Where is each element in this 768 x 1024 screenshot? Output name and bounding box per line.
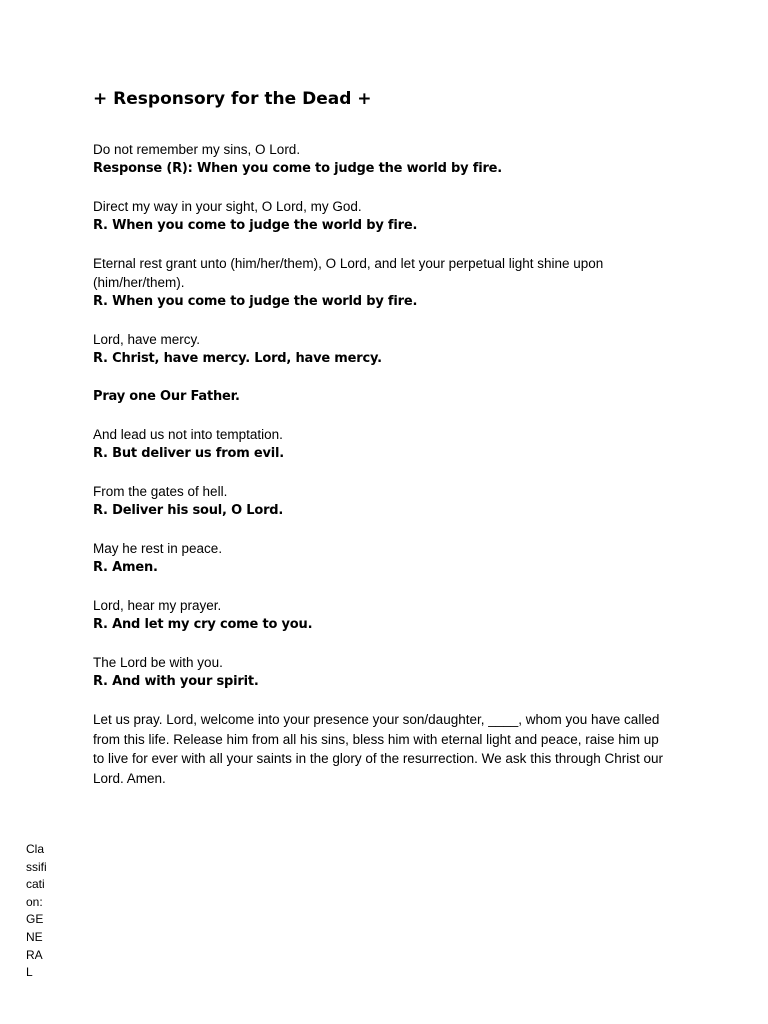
closing-prayer: Let us pray. Lord, welcome into your presence your son/daughter, ____, whom you have called from this life. Release him from all his sins, bless him with eternal light and peace, raise him up to live for ever with all your saints in the glory of the resurrection. We ask this through Christ our Lord. Amen. [93, 712, 663, 786]
verse-block [93, 482, 673, 520]
verse-call: From the gates of hell. [93, 484, 228, 499]
verse-block [93, 425, 673, 463]
verse-block [93, 596, 673, 634]
verse-response: R. When you come to judge the world by fire. [93, 218, 418, 233]
verse-call: Eternal rest grant unto (him/her/them), O Lord, and let your perpetual light shine upon (him/her/them). [93, 256, 604, 290]
verse-block [93, 254, 673, 311]
classification-label: Classification: GENERAL [26, 842, 47, 980]
verse-response: R. Deliver his soul, O Lord. [93, 503, 284, 518]
verse-block [93, 140, 673, 178]
instruction-line: Pray one Our Father. [93, 389, 240, 404]
verse-call: And lead us not into temptation. [93, 427, 283, 442]
verse-response: R. Christ, have mercy. Lord, have mercy. [93, 351, 382, 366]
document-page [93, 88, 673, 788]
verse-block [93, 197, 673, 235]
verse-call: Direct my way in your sight, O Lord, my God. [93, 199, 362, 214]
verse-block [93, 653, 673, 691]
verse-response: R. When you come to judge the world by fire. [93, 294, 418, 309]
verse-response: R. And let my cry come to you. [93, 617, 313, 632]
verse-response: Response (R): When you come to judge the world by fire. [93, 161, 503, 176]
document-title: + Responsory for the Dead + [93, 89, 372, 109]
verse-response: R. But deliver us from evil. [93, 446, 285, 461]
verse-call: May he rest in peace. [93, 541, 223, 556]
verse-block [93, 330, 673, 368]
verse-call: Do not remember my sins, O Lord. [93, 142, 301, 157]
verse-call: Lord, have mercy. [93, 332, 201, 347]
verse-call: Lord, hear my prayer. [93, 598, 222, 613]
verse-response: R. And with your spirit. [93, 674, 259, 689]
verse-call: The Lord be with you. [93, 655, 223, 670]
verse-block [93, 539, 673, 577]
verse-response: R. Amen. [93, 560, 158, 575]
